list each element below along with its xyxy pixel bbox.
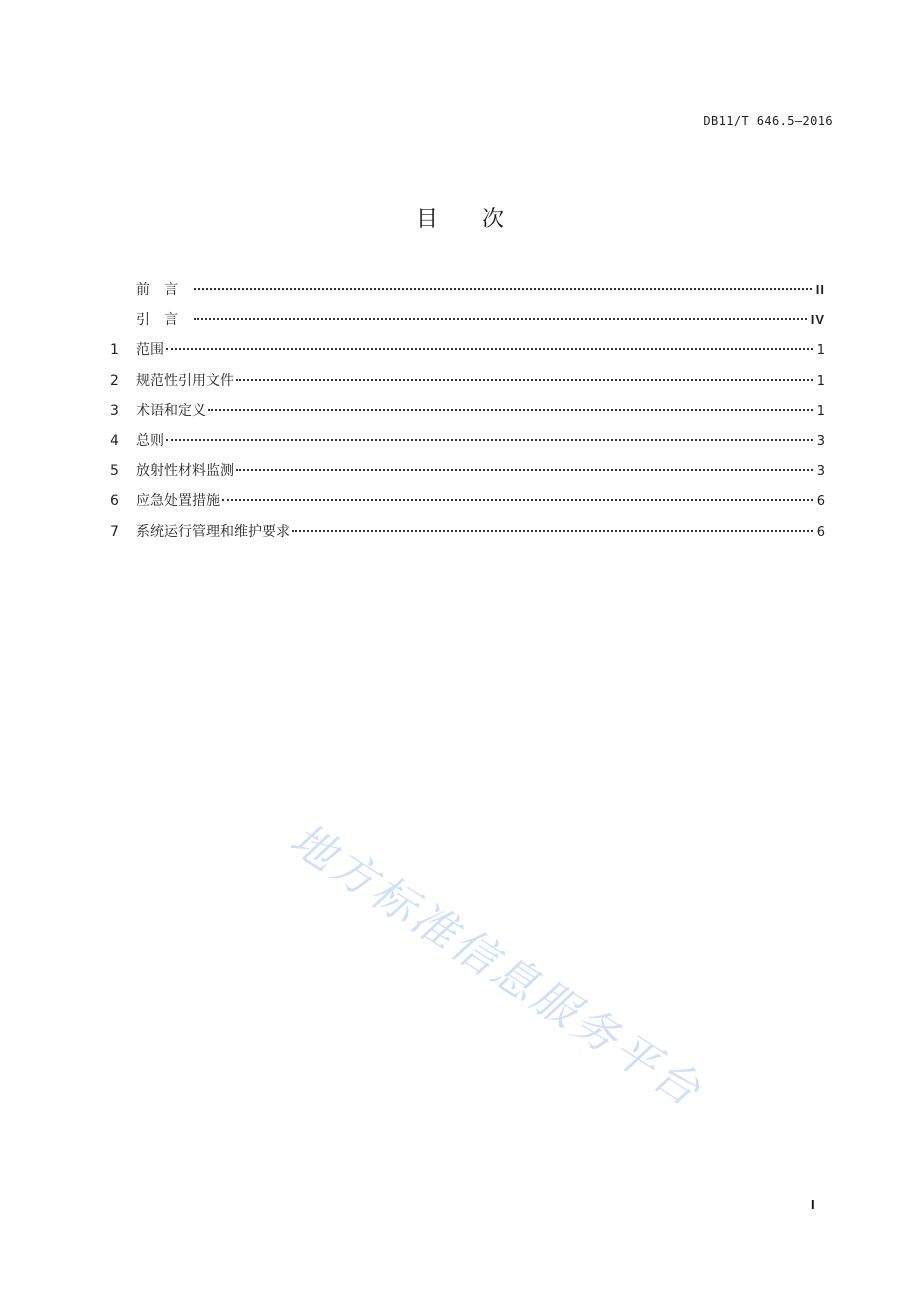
toc-entry[interactable] [110, 490, 825, 520]
toc-entry-label: 引言 [136, 312, 192, 329]
toc-entry-number: 7 [110, 523, 119, 540]
toc-entry-label: 应急处置措施 [136, 493, 220, 510]
toc-leader-dots [194, 288, 812, 290]
toc-entry-label: 范围 [136, 342, 164, 359]
toc-entry-page: II [815, 282, 825, 297]
toc-entry-label: 规范性引用文件 [136, 372, 234, 389]
toc-leader-dots [292, 530, 813, 532]
toc-leader-dots [208, 409, 813, 411]
toc-entry-number: 6 [110, 493, 119, 510]
toc-entry[interactable] [110, 430, 825, 460]
toc-leader-dots [236, 379, 813, 381]
toc-entry-page: 1 [816, 373, 825, 389]
toc-entry-label: 前言 [136, 282, 192, 298]
toc-leader-dots [236, 469, 813, 471]
document-code: DB11/T 646.5—2016 [703, 114, 833, 128]
toc-leader-dots [166, 439, 813, 441]
table-of-contents [110, 279, 825, 551]
toc-entry-number: 3 [110, 402, 119, 419]
toc-entry-page: 6 [816, 494, 825, 510]
toc-entry[interactable] [110, 309, 825, 339]
page-number: I [811, 1197, 815, 1212]
toc-leader-dots [194, 318, 807, 320]
watermark-text: 地方标准信息服务平台 [281, 813, 712, 1118]
toc-entry-label: 总则 [136, 432, 164, 449]
toc-entry-label: 放射性材料监测 [136, 463, 234, 480]
toc-entry-number: 1 [110, 342, 119, 359]
toc-entry-number: 2 [110, 372, 119, 389]
toc-entry[interactable] [110, 521, 825, 551]
toc-entry-number: 4 [110, 432, 119, 449]
toc-entry-number: 5 [110, 463, 119, 480]
toc-entry[interactable] [110, 400, 825, 430]
toc-entry[interactable] [110, 460, 825, 490]
toc-entry-page: 1 [816, 403, 825, 419]
toc-entry[interactable] [110, 339, 825, 369]
toc-entry-label: 术语和定义 [136, 402, 206, 419]
toc-entry[interactable] [110, 370, 825, 400]
toc-entry-page: IV [810, 312, 825, 328]
toc-entry-page: 3 [816, 433, 825, 449]
toc-entry-page: 6 [816, 524, 825, 540]
toc-entry-page: 1 [816, 343, 825, 359]
toc-entry-page: 3 [816, 464, 825, 480]
page-title: 目次 [415, 207, 548, 232]
toc-entry-label: 系统运行管理和维护要求 [136, 523, 290, 540]
toc-leader-dots [222, 499, 813, 501]
toc-leader-dots [166, 348, 813, 350]
toc-entry[interactable] [110, 279, 825, 309]
